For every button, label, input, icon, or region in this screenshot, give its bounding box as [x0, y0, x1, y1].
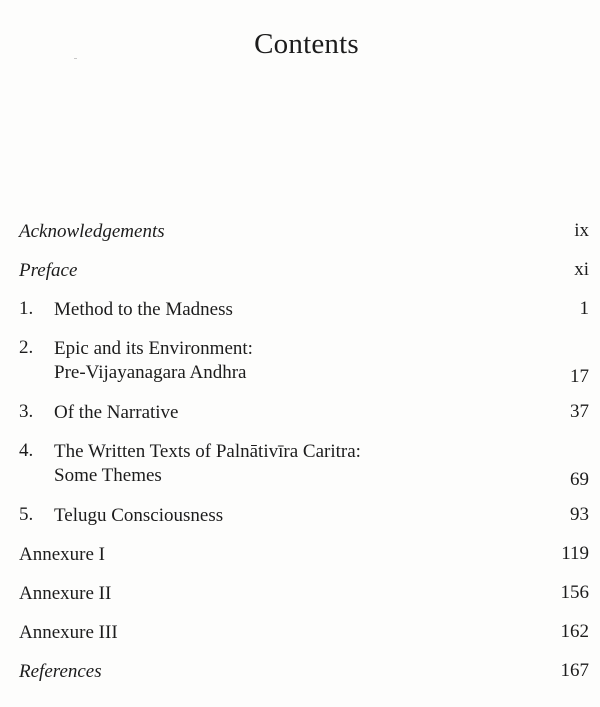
toc-entry-title-block [54, 440, 361, 488]
toc-entry-title: Preface [19, 260, 78, 281]
toc-entry-title: Epic and its Environment: [54, 338, 253, 359]
toc-entry-chapter-5 [19, 500, 589, 539]
toc-entry-title: Telugu Consciousness [54, 505, 224, 526]
toc-entry-page: xi [574, 259, 589, 280]
toc-entry-title-line2: Some Themes [54, 465, 162, 486]
toc-entry-references [19, 656, 589, 695]
toc-entry-title: The Written Texts of Palnātivīra Caritra: [54, 441, 361, 462]
toc-entry-title: Acknowledgements [19, 221, 165, 242]
toc-entry-chapter-1 [19, 294, 589, 333]
toc-entry-acknowledgements [19, 216, 589, 255]
toc-entry-page: 37 [570, 401, 589, 422]
toc-entry-title: Annexure I [19, 544, 105, 565]
toc-entry-page: 167 [560, 660, 589, 681]
toc-entry-title-block [54, 337, 253, 385]
toc-entry-page: 1 [579, 298, 589, 319]
toc-entry-title: Of the Narrative [54, 402, 179, 423]
toc-entry-annexure-2 [19, 578, 589, 617]
toc-entry-page: 69 [570, 469, 589, 490]
toc-entry-title: Method to the Madness [54, 299, 233, 320]
toc-entry-page: ix [574, 220, 589, 241]
toc-entry-number: 1. [19, 298, 34, 319]
toc-entry-number: 4. [19, 440, 34, 461]
toc-entry-page: 93 [570, 504, 589, 525]
toc-entry-number: 5. [19, 504, 34, 525]
toc-entry-page: 162 [560, 621, 589, 642]
toc-entry-title: Annexure II [19, 583, 112, 604]
toc-entry-preface [19, 255, 589, 294]
page-title: Contents [254, 28, 359, 60]
toc-entry-title: References [19, 661, 102, 682]
toc-entry-number: 2. [19, 337, 34, 358]
toc-entry-page: 156 [560, 582, 589, 603]
toc-entry-chapter-2 [19, 333, 589, 397]
toc-entry-chapter-4 [19, 436, 589, 500]
toc-entry-title: Annexure III [19, 622, 118, 643]
toc-entry-title-line2: Pre-Vijayanagara Andhra [54, 362, 247, 383]
toc-entry-annexure-3 [19, 617, 589, 656]
toc-entry-annexure-1 [19, 539, 589, 578]
toc-entry-page: 17 [570, 366, 589, 387]
table-of-contents [19, 216, 589, 695]
toc-entry-page: 119 [561, 543, 589, 564]
toc-entry-chapter-3 [19, 397, 589, 436]
toc-entry-number: 3. [19, 401, 34, 422]
